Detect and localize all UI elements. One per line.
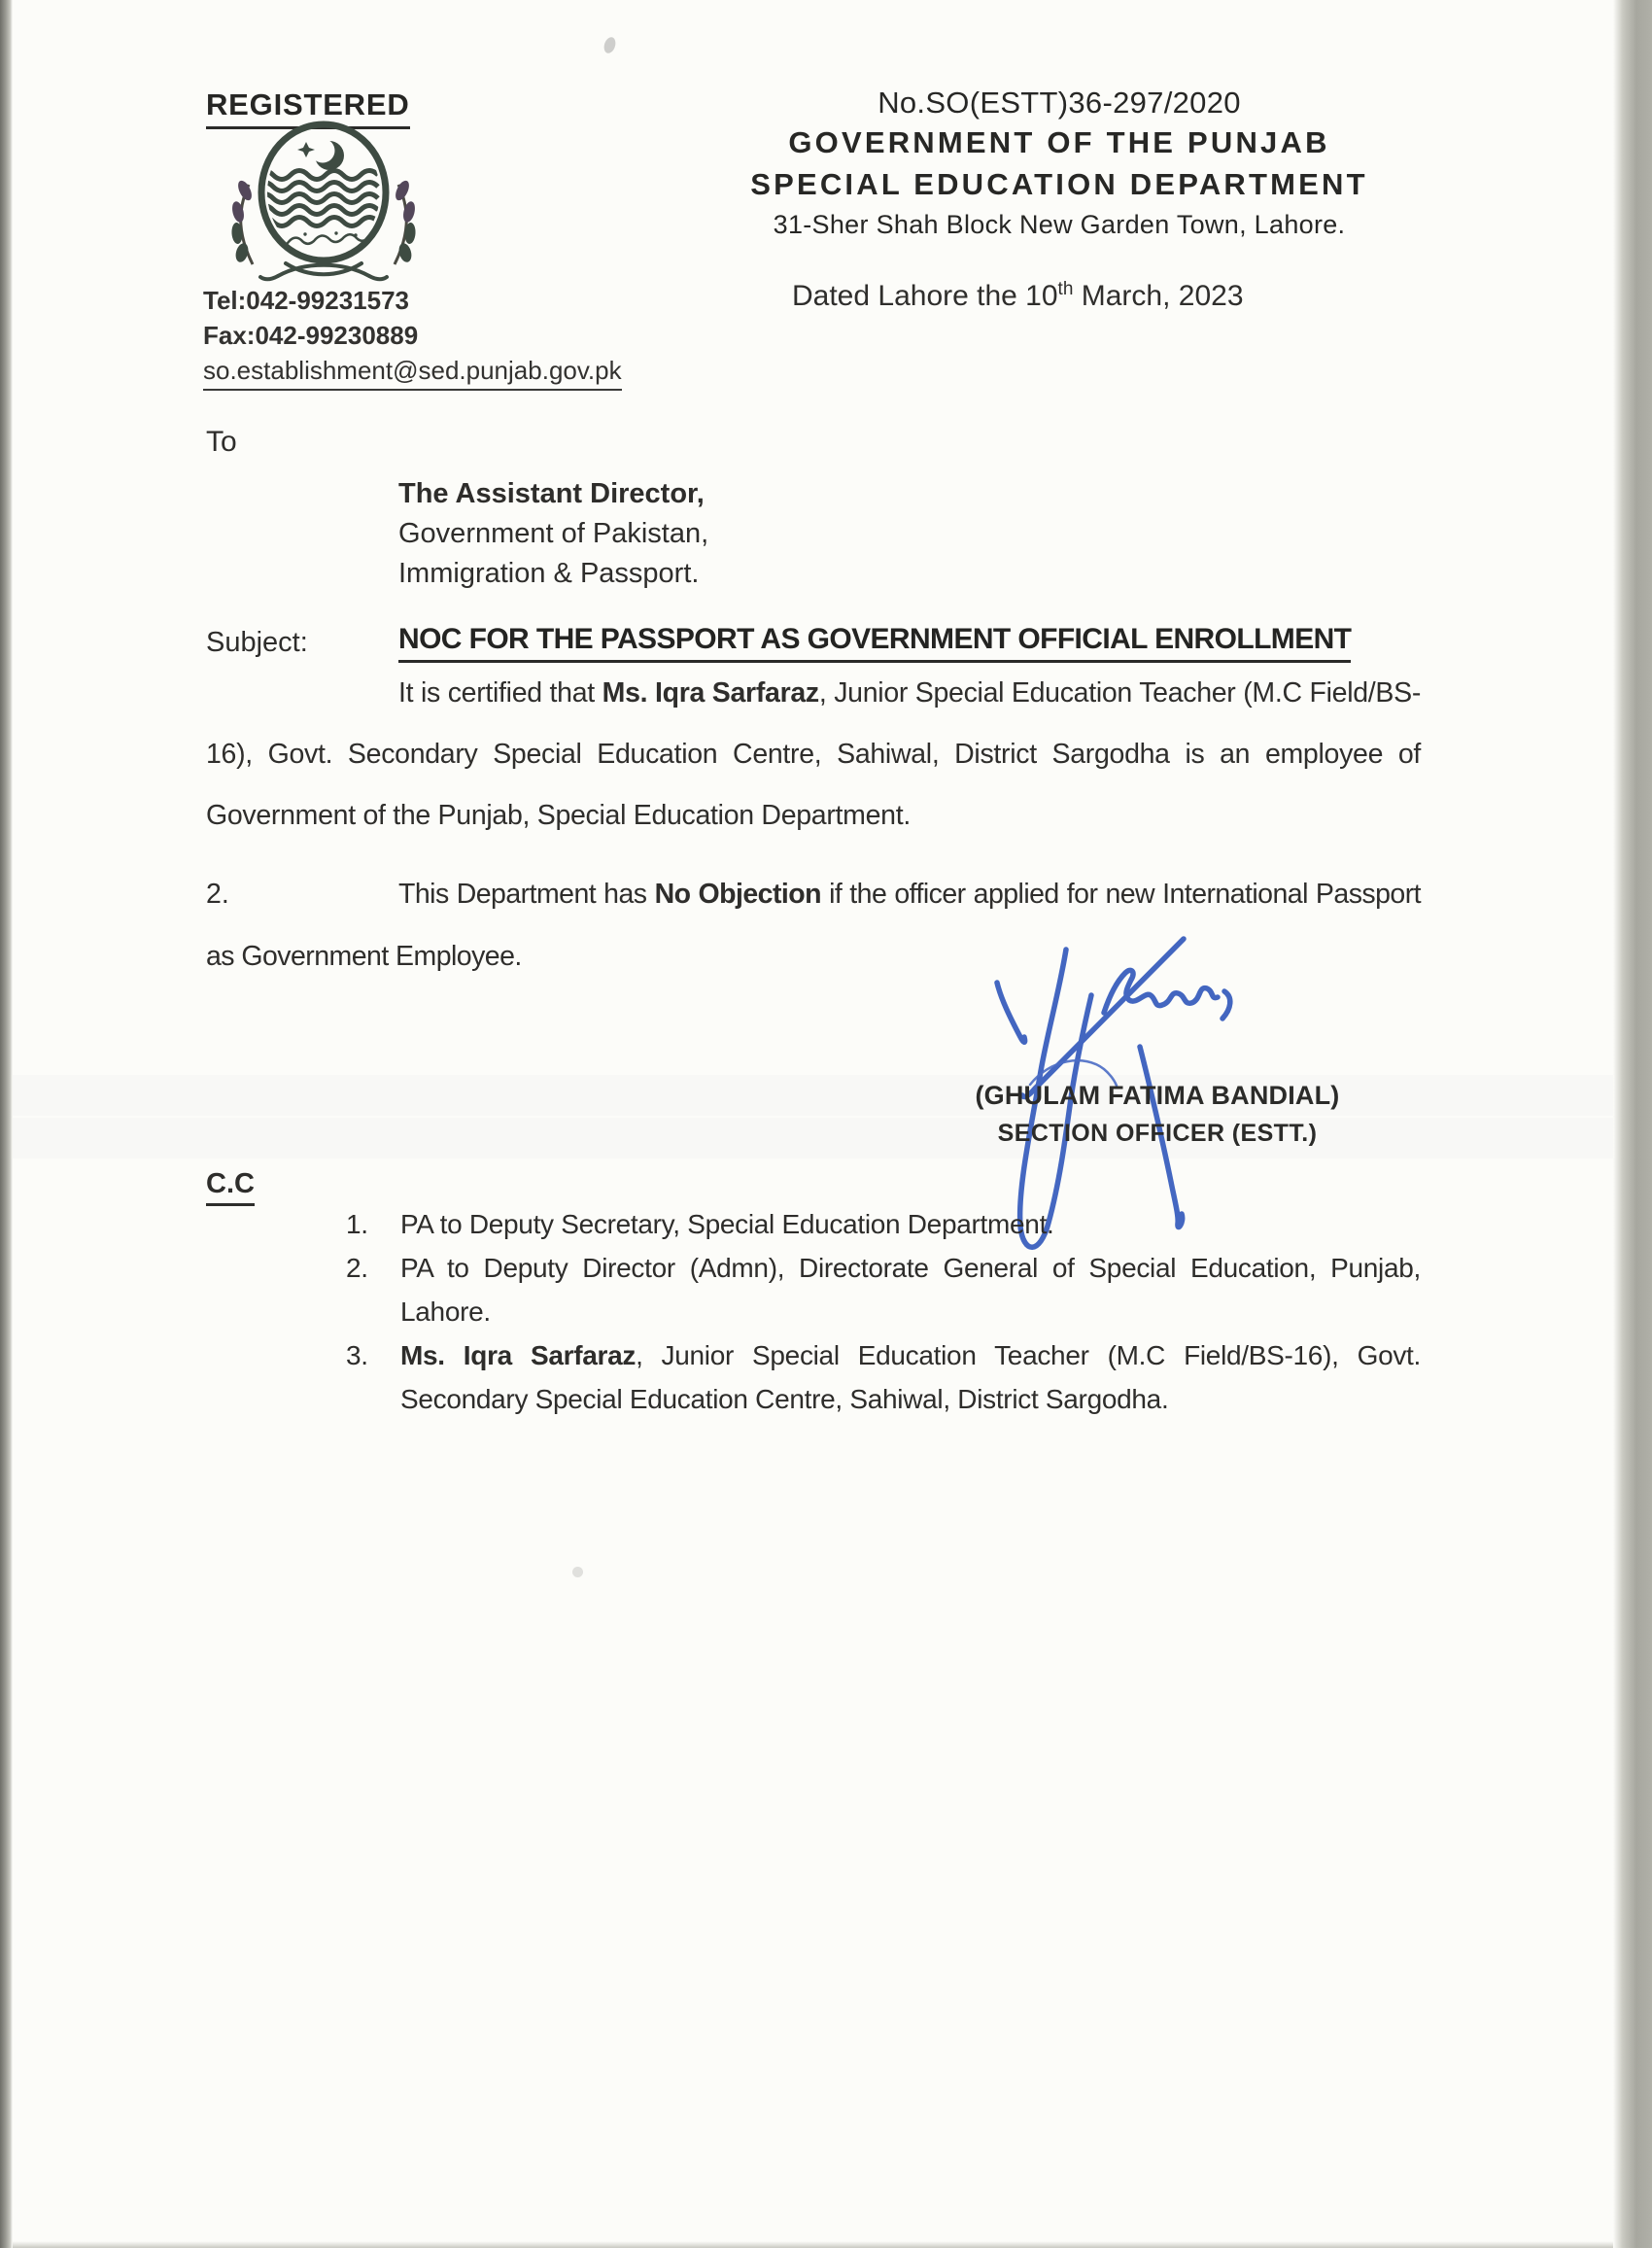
department-name: SPECIAL EDUCATION DEPARTMENT	[750, 167, 1368, 201]
para1-text: It is certified that	[398, 677, 602, 709]
recipient-block	[398, 474, 708, 594]
signatory-name: (GHULAM FATIMA BANDIAL)	[975, 1081, 1340, 1110]
to-label: To	[206, 426, 237, 458]
cc-item-text	[400, 1333, 1421, 1421]
cc-list	[346, 1202, 1421, 1421]
government-name: GOVERNMENT OF THE PUNJAB	[788, 125, 1330, 159]
cc-item-number: 3.	[346, 1340, 368, 1370]
para2-text-cont: if the officer applied for new International Passport as Government Employee.	[206, 879, 1422, 972]
email-address: so.establishment@sed.punjab.gov.pk	[203, 353, 622, 391]
scan-edge-left	[0, 0, 13, 2248]
subject-label: Subject:	[206, 627, 308, 658]
signatory-title: SECTION OFFICER (ESTT.)	[997, 1120, 1318, 1147]
scan-edge-right	[1613, 0, 1652, 2248]
reference-number: No.SO(ESTT)36-297/2020	[878, 86, 1241, 120]
cc-item	[346, 1246, 1421, 1333]
cc-item-number: 1.	[346, 1209, 368, 1239]
body-paragraph-1	[206, 663, 1421, 847]
punjab-crest-icon	[212, 117, 435, 292]
no-objection-bold: No Objection	[654, 879, 821, 910]
recipient-dept: Immigration & Passport.	[398, 558, 700, 589]
cc-label: C.C	[206, 1168, 255, 1206]
date-ordinal: th	[1057, 279, 1074, 299]
cc-employee-name-bold: Ms. Iqra Sarfaraz	[400, 1340, 637, 1370]
scan-smudge	[602, 36, 618, 55]
recipient-title: The Assistant Director,	[398, 478, 705, 509]
cc-item-text-cont: , Junior Special Education Teacher (M.C Field/BS-16), Govt. Secondary Special Education Centre, Sahiwal, District Sargodha.	[400, 1340, 1421, 1414]
date-line	[792, 280, 1244, 313]
department-address: 31-Sher Shah Block New Garden Town, Lahore.	[773, 210, 1346, 239]
cc-item-number: 2.	[346, 1253, 368, 1283]
fax-number: Fax:042-99230889	[203, 321, 419, 350]
scan-smudge	[572, 1567, 583, 1577]
para1-text-cont: , Junior Special Education Teacher (M.C Field/BS-16), Govt. Secondary Special Education Centre, Sahiwal, District Sargodha is an employee of Government of the Punjab, Special Education Department.	[206, 677, 1422, 831]
scan-edge-bottom	[13, 2241, 1613, 2248]
subject-title: NOC FOR THE PASSPORT AS GOVERNMENT OFFICIAL ENROLLMENT	[398, 623, 1351, 663]
employee-name-bold: Ms. Iqra Sarfaraz	[602, 677, 819, 709]
cc-item-text: PA to Deputy Director (Admn), Directorate General of Special Education, Punjab, Lahore.	[400, 1253, 1421, 1327]
cc-item	[346, 1333, 1421, 1421]
date-prefix: Dated Lahore the 10	[792, 280, 1058, 312]
registered-label: REGISTERED	[206, 87, 410, 129]
letterhead-right	[680, 86, 1438, 240]
cc-item-text: PA to Deputy Secretary, Special Education Department.	[400, 1209, 1054, 1239]
paragraph-2-number: 2.	[206, 879, 229, 910]
tel-number: Tel:042-99231573	[203, 286, 410, 315]
signatory-block	[925, 1081, 1390, 1148]
recipient-org: Government of Pakistan,	[398, 518, 709, 549]
date-suffix: March, 2023	[1073, 280, 1244, 312]
para2-text: This Department has	[398, 879, 655, 910]
cc-item	[346, 1202, 1421, 1246]
contact-block	[203, 283, 622, 391]
